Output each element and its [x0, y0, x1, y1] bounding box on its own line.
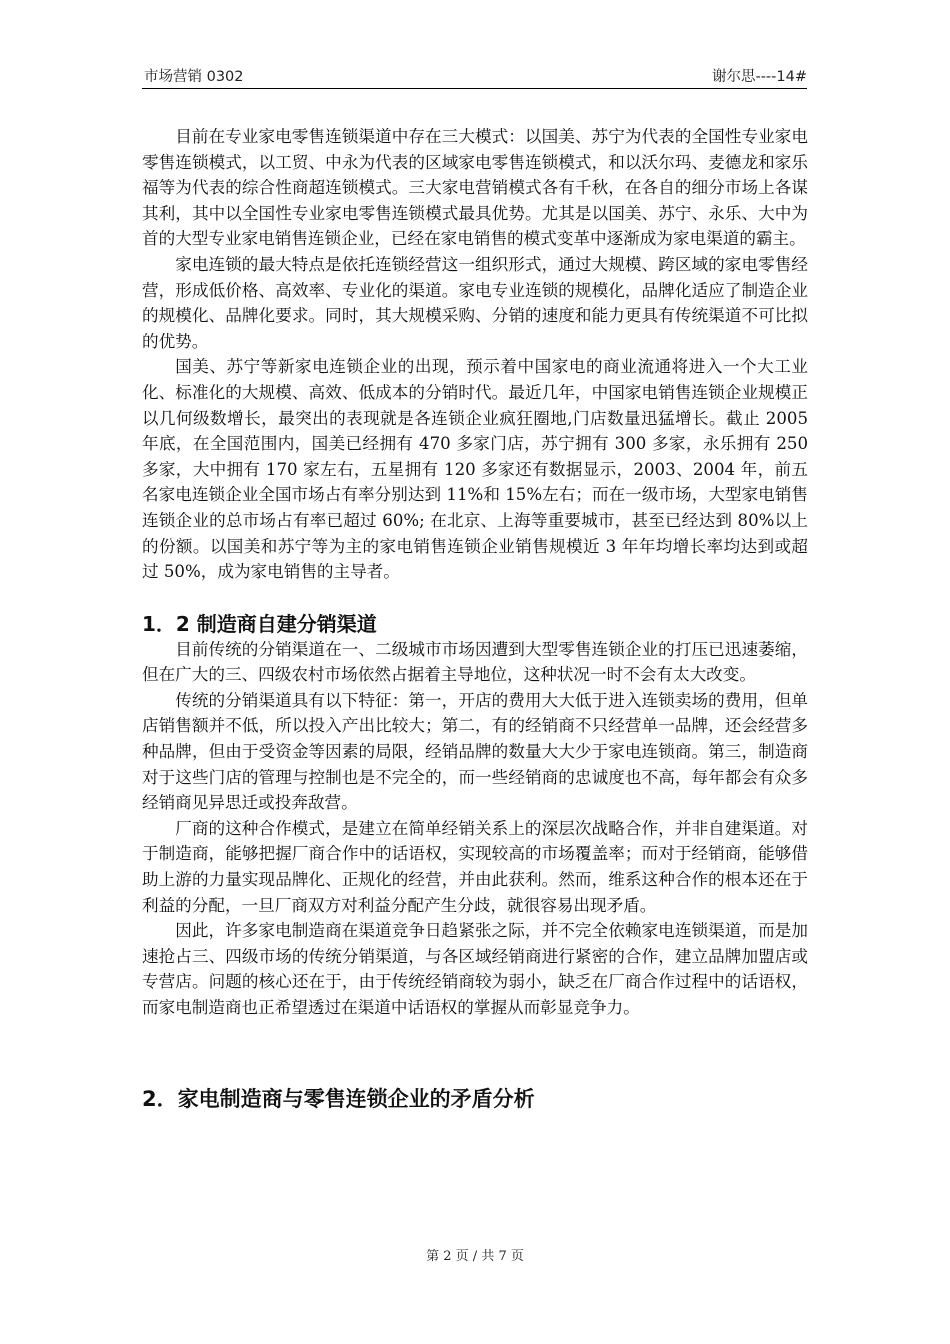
paragraph: 传统的分销渠道具有以下特征：第一，开店的费用大大低于进入连锁卖场的费用，但单店销售额并不低，所以投入产出比较大；第二，有的经销商不只经营单一品牌，还会经营多种品牌，但由于受资金等因素的局限，经销品牌的数量大大少于家电连锁商。第三，制造商对于这些门店的管理与控制也是不完全的，而一些经销商的忠诚度也不高，每年都会有众多经销商见异思迁或投奔敌营。 — [142, 690, 808, 813]
page-header — [142, 60, 807, 89]
paragraph: 因此，许多家电制造商在渠道竞争日趋紧张之际，并不完全依赖家电连锁渠道，而是加速抢占三、四级市场的传统分销渠道，与各区域经销商进行紧密的合作，建立品牌加盟店或专营店。问题的核心还在于，由于传统经销商较为弱小，缺乏在厂商合作过程中的话语权，而家电制造商也正希望透过在渠道中话语权的掌握从而彰显竞争力。 — [142, 921, 808, 1017]
section-heading-1-2: 1．2 制造商自建分销渠道 — [142, 611, 377, 636]
paragraph: 国美、苏宁等新家电连锁企业的出现，预示着中国家电的商业流通将进入一个大工业化、标准化的大规模、高效、低成本的分销时代。最近几年，中国家电销售连锁企业规模正以几何级数增长，最突出的表现就是各连锁企业疯狂圈地,门店数量迅猛增长。截止 2005 年底，在全国范围内，国美已经拥有 470 多家门店，苏宁拥有 300 多家，永乐拥有 250 多家，大中拥有 170 家左右，五星拥有 120 多家还有数据显示，2003、2004 年，前五名家电连锁企业全国市场占有率分别达到 11%和 15%左右；而在一级市场，大型家电销售连锁企业的总市场占有率已超过 60%; 在北京、上海等重要城市，甚至已经达到 80%以上的份额。以国美和苏宁等为主的家电销售连锁企业销售规模近 3 年年均增长率均达到或超过 50%，成为家电销售的主导者。 — [142, 357, 808, 582]
paragraph: 目前传统的分销渠道在一、二级城市市场因遭到大型零售连锁企业的打压已迅速萎缩，但在广大的三、四级农村市场依然占据着主导地位，这种状况一时不会有太大改变。 — [142, 639, 808, 685]
paragraph: 家电连锁的最大特点是依托连锁经营这一组织形式，通过大规模、跨区域的家电零售经营，形成低价格、高效率、专业化的渠道。家电专业连锁的规模化，品牌化适应了制造企业的规模化、品牌化要求。同时，其大规模采购、分销的速度和能力更具有传统渠道不可比拟的优势。 — [142, 254, 808, 351]
header-author: 谢尔思----14# — [711, 69, 807, 85]
paragraph: 目前在专业家电零售连锁渠道中存在三大模式：以国美、苏宁为代表的全国性专业家电零售连锁模式，以工贸、中永为代表的区域家电零售连锁模式，和以沃尔玛、麦德龙和家乐福等为代表的综合性商超连锁模式。三大家电营销模式各有千秋，在各自的细分市场上各谋其利，其中以全国性专业家电零售连锁模式最具优势。尤其是以国美、苏宁、永乐、大中为首的大型专业家电销售连锁企业，已经在家电销售的模式变革中逐渐成为家电渠道的霸主。 — [142, 127, 808, 249]
header-course: 市场营销 0302 — [144, 69, 244, 85]
page-number: 第 2 页 / 共 7 页 — [426, 1249, 524, 1264]
document-body — [142, 124, 808, 1113]
section-heading-2: 2．家电制造商与零售连锁企业的矛盾分析 — [142, 1086, 535, 1111]
paragraph: 厂商的这种合作模式，是建立在简单经销关系上的深层次战略合作，并非自建渠道。对于制造商，能够把握厂商合作中的话语权，实现较高的市场覆盖率；而对于经销商，能够借助上游的力量实现品牌化、正规化的经营，并由此获利。然而，维系这种合作的根本还在于利益的分配，一旦厂商双方对利益分配产生分歧，就很容易出现矛盾。 — [142, 818, 808, 915]
